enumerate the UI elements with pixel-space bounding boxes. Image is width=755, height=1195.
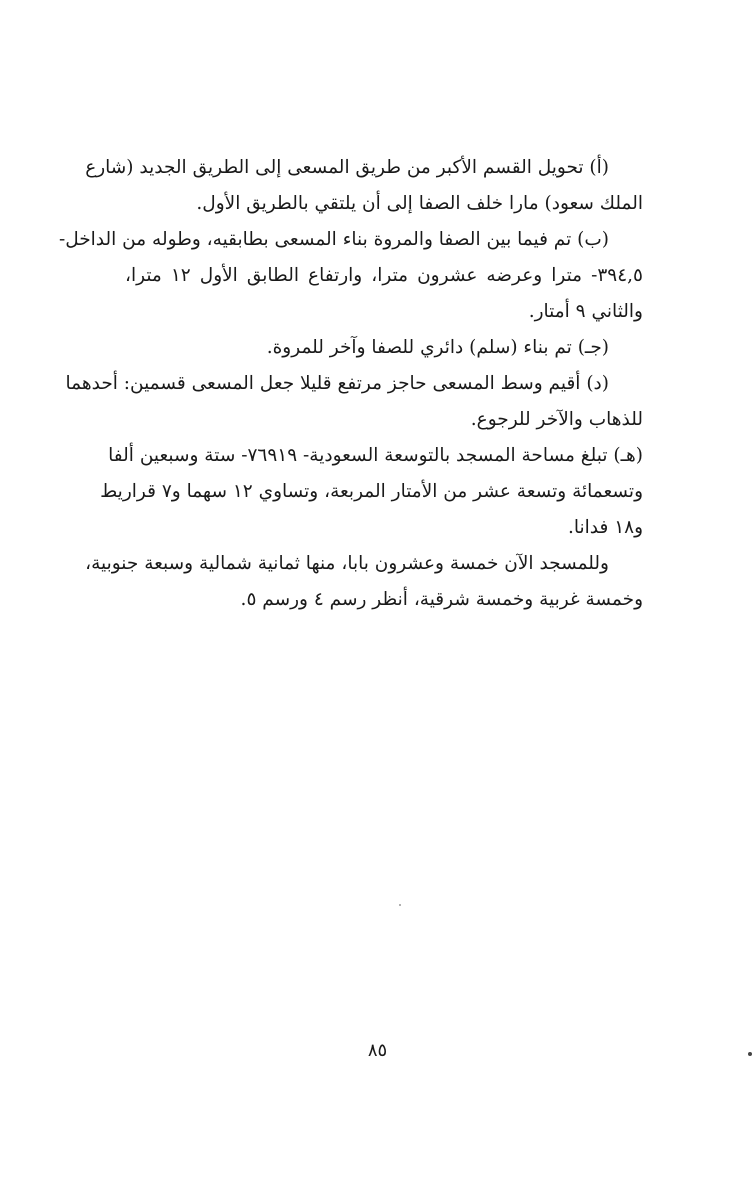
paragraph-b bbox=[58, 222, 643, 330]
page-number: ٨٥ bbox=[367, 1040, 388, 1061]
paragraph-line: (أ) تحويل القسم الأكبر من طريق المسعى إلى الطريق الجديد (شارع bbox=[85, 157, 609, 178]
body-text bbox=[58, 150, 643, 618]
paragraph-line: والثاني ٩ أمتار. bbox=[528, 301, 643, 322]
paragraph-line: (جـ) تم بناء (سلم) دائري للصفا وآخر للمروة. bbox=[266, 337, 609, 358]
paragraph-line: للذهاب والآخر للرجوع. bbox=[470, 409, 643, 430]
paragraph-c bbox=[125, 330, 643, 366]
paragraph-line: (ب) تم فيما بين الصفا والمروة بناء المسعى بطابقيه، وطوله من الداخل- bbox=[58, 229, 609, 250]
paragraph-line: وللمسجد الآن خمسة وعشرون بابا، منها ثمانية شمالية وسبعة جنوبية، bbox=[85, 553, 609, 574]
scan-speck bbox=[399, 904, 401, 906]
paragraph-line: و١٨ فدانا. bbox=[567, 517, 643, 538]
paragraph-line: وتسعمائة وتسعة عشر من الأمتار المربعة، وتساوي ١٢ سهما و٧ قراريط bbox=[100, 481, 643, 502]
paragraph-line: (هـ) تبلغ مساحة المسجد بالتوسعة السعودية- ٧٦٩١٩- ستة وسبعين ألفا bbox=[108, 445, 643, 466]
paragraph-line: الملك سعود) مارا خلف الصفا إلى أن يلتقي بالطريق الأول. bbox=[196, 193, 643, 214]
scan-speck bbox=[748, 1052, 752, 1056]
paragraph-a bbox=[85, 150, 643, 222]
paragraph-f bbox=[85, 546, 643, 618]
paragraph-line: ٣٩٤,٥- مترا وعرضه عشرون مترا، وارتفاع الطابق الأول ١٢ مترا، bbox=[125, 265, 643, 286]
paragraph-line: وخمسة غربية وخمسة شرقية، أنظر رسم ٤ ورسم ٥. bbox=[240, 589, 643, 610]
paragraph-d bbox=[65, 366, 643, 438]
paragraph-line: (د) أقيم وسط المسعى حاجز مرتفع قليلا جعل المسعى قسمين: أحدهما bbox=[65, 373, 609, 394]
paragraph-e bbox=[100, 438, 643, 546]
